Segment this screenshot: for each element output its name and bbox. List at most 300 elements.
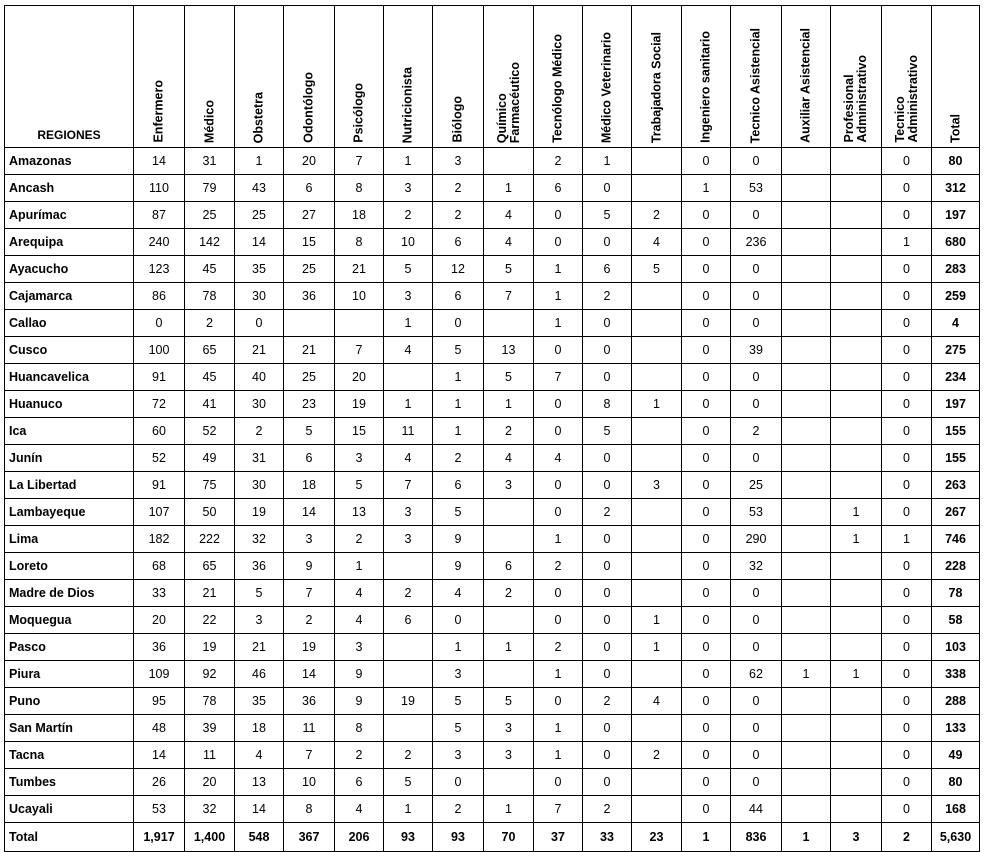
column-header-line: Administrativo — [905, 55, 920, 143]
value-cell: 1 — [534, 661, 583, 688]
region-name-cell: Madre de Dios — [5, 580, 134, 607]
column-header-line: Obstetra — [251, 91, 266, 143]
value-cell: 3 — [335, 634, 384, 661]
table-total-row — [5, 823, 980, 852]
value-cell: 0 — [682, 634, 731, 661]
value-cell: 13 — [335, 499, 384, 526]
value-cell: 35 — [235, 688, 284, 715]
value-cell: 0 — [583, 607, 632, 634]
value-cell: 3 — [433, 742, 484, 769]
value-cell: 19 — [335, 391, 384, 418]
value-cell — [831, 688, 882, 715]
value-cell: 0 — [882, 580, 932, 607]
value-cell: 0 — [534, 337, 583, 364]
value-cell: 1 — [682, 175, 731, 202]
column-header-line: Químico — [494, 92, 509, 143]
value-cell: 7 — [335, 148, 384, 175]
value-cell: 1 — [384, 391, 433, 418]
value-cell: 1 — [882, 229, 932, 256]
value-cell: 72 — [134, 391, 185, 418]
table-row — [5, 418, 980, 445]
value-cell: 6 — [583, 256, 632, 283]
value-cell: 0 — [882, 688, 932, 715]
value-cell: 2 — [384, 202, 433, 229]
value-cell: 45 — [185, 364, 235, 391]
value-cell: 25 — [284, 364, 335, 391]
value-cell — [782, 526, 831, 553]
value-cell: 0 — [682, 310, 731, 337]
value-cell — [831, 391, 882, 418]
value-cell: 0 — [882, 337, 932, 364]
region-name-cell: Junín — [5, 445, 134, 472]
row-total-cell: 5,630 — [932, 823, 980, 852]
value-cell: 52 — [134, 445, 185, 472]
value-cell: 2 — [484, 418, 534, 445]
value-cell — [782, 391, 831, 418]
value-cell: 0 — [682, 445, 731, 472]
value-cell: 0 — [882, 769, 932, 796]
value-cell: 0 — [731, 310, 782, 337]
value-cell: 5 — [433, 715, 484, 742]
value-cell: 5 — [583, 202, 632, 229]
value-cell: 0 — [731, 391, 782, 418]
value-cell: 19 — [185, 634, 235, 661]
value-cell: 2 — [433, 175, 484, 202]
value-cell: 27 — [284, 202, 335, 229]
value-cell: 0 — [433, 310, 484, 337]
value-cell — [632, 715, 682, 742]
value-cell: 11 — [185, 742, 235, 769]
value-cell: 2 — [583, 688, 632, 715]
value-cell: 0 — [731, 607, 782, 634]
value-cell: 1,917 — [134, 823, 185, 852]
value-cell — [782, 796, 831, 823]
column-header-profesional-administrativo — [831, 6, 882, 148]
value-cell — [782, 688, 831, 715]
value-cell — [831, 742, 882, 769]
data-table-container — [4, 5, 980, 852]
region-name-cell: La Libertad — [5, 472, 134, 499]
value-cell: 14 — [284, 661, 335, 688]
value-cell: 0 — [433, 607, 484, 634]
table-row — [5, 229, 980, 256]
region-name-cell: Cajamarca — [5, 283, 134, 310]
value-cell: 3 — [831, 823, 882, 852]
value-cell: 15 — [284, 229, 335, 256]
value-cell: 23 — [284, 391, 335, 418]
column-header-tecnologo-medico — [534, 6, 583, 148]
table-row — [5, 607, 980, 634]
value-cell: 1 — [782, 661, 831, 688]
value-cell: 26 — [134, 769, 185, 796]
value-cell — [782, 310, 831, 337]
value-cell: 0 — [882, 472, 932, 499]
value-cell: 0 — [583, 661, 632, 688]
value-cell — [782, 229, 831, 256]
value-cell — [782, 769, 831, 796]
column-header-label — [203, 100, 216, 143]
value-cell: 20 — [335, 364, 384, 391]
value-cell: 7 — [534, 364, 583, 391]
value-cell: 19 — [384, 688, 433, 715]
value-cell: 3 — [433, 148, 484, 175]
column-header-label — [800, 28, 813, 143]
value-cell: 5 — [235, 580, 284, 607]
table-row — [5, 499, 980, 526]
value-cell: 5 — [632, 256, 682, 283]
column-header-label — [153, 80, 166, 143]
value-cell — [782, 148, 831, 175]
value-cell — [831, 796, 882, 823]
row-total-cell: 680 — [932, 229, 980, 256]
value-cell: 79 — [185, 175, 235, 202]
value-cell: 46 — [235, 661, 284, 688]
value-cell: 44 — [731, 796, 782, 823]
column-header-enfermero — [134, 6, 185, 148]
value-cell: 0 — [731, 580, 782, 607]
value-cell: 0 — [534, 472, 583, 499]
value-cell: 0 — [235, 310, 284, 337]
column-header-obstetra — [235, 6, 284, 148]
value-cell: 25 — [284, 256, 335, 283]
column-header-tecnico-asistencial — [731, 6, 782, 148]
value-cell: 36 — [284, 283, 335, 310]
value-cell — [632, 175, 682, 202]
region-name-cell: Moquegua — [5, 607, 134, 634]
value-cell: 95 — [134, 688, 185, 715]
column-header-label — [496, 62, 522, 143]
value-cell: 78 — [185, 688, 235, 715]
value-cell: 1 — [831, 661, 882, 688]
row-total-cell: 78 — [932, 580, 980, 607]
value-cell — [384, 715, 433, 742]
value-cell: 0 — [534, 499, 583, 526]
row-total-cell: 58 — [932, 607, 980, 634]
value-cell: 21 — [235, 337, 284, 364]
table-row — [5, 688, 980, 715]
value-cell — [335, 310, 384, 337]
value-cell — [831, 418, 882, 445]
value-cell: 3 — [484, 715, 534, 742]
row-total-cell: 80 — [932, 769, 980, 796]
value-cell: 0 — [882, 418, 932, 445]
value-cell: 21 — [185, 580, 235, 607]
value-cell: 0 — [682, 256, 731, 283]
value-cell: 1 — [682, 823, 731, 852]
column-header-label — [303, 72, 316, 143]
value-cell: 0 — [682, 553, 731, 580]
column-header-line: Auxiliar Asistencial — [798, 28, 813, 143]
column-header-regiones: REGIONES — [5, 6, 134, 148]
value-cell: 4 — [484, 202, 534, 229]
value-cell: 39 — [185, 715, 235, 742]
value-cell: 3 — [484, 472, 534, 499]
value-cell: 1 — [433, 364, 484, 391]
value-cell: 0 — [882, 634, 932, 661]
value-cell: 2 — [731, 418, 782, 445]
value-cell: 0 — [682, 283, 731, 310]
value-cell — [484, 310, 534, 337]
value-cell: 206 — [335, 823, 384, 852]
value-cell: 36 — [134, 634, 185, 661]
value-cell: 92 — [185, 661, 235, 688]
value-cell: 91 — [134, 364, 185, 391]
value-cell — [384, 364, 433, 391]
value-cell: 1 — [433, 391, 484, 418]
value-cell: 6 — [284, 445, 335, 472]
value-cell: 0 — [534, 688, 583, 715]
region-name-cell: Lima — [5, 526, 134, 553]
value-cell: 18 — [335, 202, 384, 229]
row-total-cell: 168 — [932, 796, 980, 823]
value-cell: 1 — [484, 796, 534, 823]
column-header-label — [949, 114, 962, 143]
value-cell: 6 — [484, 553, 534, 580]
value-cell: 19 — [284, 634, 335, 661]
value-cell: 53 — [731, 175, 782, 202]
value-cell: 10 — [284, 769, 335, 796]
value-cell — [831, 256, 882, 283]
column-header-label — [843, 55, 869, 143]
value-cell: 25 — [731, 472, 782, 499]
value-cell: 4 — [335, 607, 384, 634]
column-header-line: Trabajadora Social — [649, 31, 663, 143]
value-cell: 0 — [583, 337, 632, 364]
value-cell: 4 — [384, 337, 433, 364]
column-header-biologo — [433, 6, 484, 148]
table-row — [5, 580, 980, 607]
column-header-line: Psicólogo — [351, 83, 366, 143]
value-cell — [831, 175, 882, 202]
value-cell — [782, 256, 831, 283]
region-name-cell: Callao — [5, 310, 134, 337]
value-cell: 31 — [185, 148, 235, 175]
value-cell: 1,400 — [185, 823, 235, 852]
value-cell: 5 — [583, 418, 632, 445]
table-row — [5, 310, 980, 337]
value-cell: 9 — [335, 661, 384, 688]
region-name-cell: Ica — [5, 418, 134, 445]
region-name-cell: Puno — [5, 688, 134, 715]
value-cell — [632, 661, 682, 688]
table-row — [5, 337, 980, 364]
value-cell: 0 — [731, 256, 782, 283]
value-cell: 65 — [185, 337, 235, 364]
value-cell: 45 — [185, 256, 235, 283]
value-cell: 0 — [731, 148, 782, 175]
value-cell: 10 — [384, 229, 433, 256]
value-cell: 0 — [134, 310, 185, 337]
value-cell: 0 — [882, 607, 932, 634]
value-cell: 3 — [384, 499, 433, 526]
value-cell: 0 — [583, 364, 632, 391]
value-cell: 2 — [534, 634, 583, 661]
value-cell: 70 — [484, 823, 534, 852]
value-cell: 1 — [534, 715, 583, 742]
value-cell: 5 — [433, 337, 484, 364]
value-cell: 9 — [335, 688, 384, 715]
value-cell: 0 — [731, 283, 782, 310]
value-cell: 20 — [134, 607, 185, 634]
value-cell: 5 — [384, 769, 433, 796]
value-cell: 30 — [235, 283, 284, 310]
value-cell: 19 — [235, 499, 284, 526]
value-cell: 2 — [433, 202, 484, 229]
value-cell: 2 — [583, 283, 632, 310]
value-cell — [782, 580, 831, 607]
value-cell: 3 — [235, 607, 284, 634]
value-cell: 2 — [384, 580, 433, 607]
value-cell: 1 — [831, 526, 882, 553]
value-cell: 0 — [682, 364, 731, 391]
value-cell: 0 — [583, 580, 632, 607]
value-cell: 8 — [335, 175, 384, 202]
value-cell: 0 — [882, 553, 932, 580]
value-cell: 0 — [882, 256, 932, 283]
value-cell: 0 — [583, 445, 632, 472]
column-header-line: Profesional — [842, 74, 856, 143]
table-row — [5, 364, 980, 391]
value-cell: 7 — [284, 742, 335, 769]
row-total-cell: 283 — [932, 256, 980, 283]
value-cell: 0 — [534, 607, 583, 634]
value-cell: 0 — [534, 769, 583, 796]
value-cell: 4 — [534, 445, 583, 472]
value-cell: 0 — [583, 526, 632, 553]
value-cell: 14 — [284, 499, 335, 526]
value-cell: 0 — [682, 526, 731, 553]
table-row — [5, 175, 980, 202]
health-personnel-by-region-table — [4, 5, 980, 852]
column-header-line: Enfermero — [151, 80, 166, 143]
value-cell: 10 — [335, 283, 384, 310]
value-cell — [632, 445, 682, 472]
value-cell — [831, 607, 882, 634]
value-cell — [782, 283, 831, 310]
row-total-cell: 228 — [932, 553, 980, 580]
value-cell — [831, 715, 882, 742]
value-cell: 5 — [433, 688, 484, 715]
value-cell — [384, 661, 433, 688]
value-cell: 14 — [235, 796, 284, 823]
value-cell: 7 — [534, 796, 583, 823]
row-total-cell: 275 — [932, 337, 980, 364]
value-cell — [782, 499, 831, 526]
value-cell: 0 — [682, 607, 731, 634]
value-cell: 0 — [534, 418, 583, 445]
value-cell: 0 — [682, 337, 731, 364]
value-cell: 1 — [433, 418, 484, 445]
value-cell: 1 — [534, 742, 583, 769]
value-cell: 6 — [335, 769, 384, 796]
column-header-line: Médico — [202, 99, 216, 143]
region-name-cell: San Martín — [5, 715, 134, 742]
table-row — [5, 256, 980, 283]
value-cell: 25 — [235, 202, 284, 229]
value-cell: 18 — [235, 715, 284, 742]
table-row — [5, 742, 980, 769]
row-total-cell: 80 — [932, 148, 980, 175]
value-cell: 0 — [882, 148, 932, 175]
region-name-cell: Arequipa — [5, 229, 134, 256]
value-cell: 5 — [335, 472, 384, 499]
value-cell: 11 — [284, 715, 335, 742]
column-header-trabajadora-social — [632, 6, 682, 148]
row-total-cell: 746 — [932, 526, 980, 553]
value-cell — [782, 607, 831, 634]
value-cell: 0 — [583, 229, 632, 256]
row-total-cell: 259 — [932, 283, 980, 310]
column-header-line: Ingeniero sanitario — [698, 31, 713, 143]
column-header-line: Médico Veterinario — [599, 31, 614, 143]
row-total-cell: 133 — [932, 715, 980, 742]
value-cell: 1 — [433, 634, 484, 661]
row-total-cell: 263 — [932, 472, 980, 499]
table-row — [5, 661, 980, 688]
value-cell: 0 — [682, 742, 731, 769]
value-cell: 123 — [134, 256, 185, 283]
value-cell — [782, 337, 831, 364]
column-header-label — [402, 67, 415, 143]
value-cell: 14 — [134, 742, 185, 769]
column-header-line: Biólogo — [450, 96, 465, 143]
value-cell — [831, 364, 882, 391]
value-cell: 2 — [534, 148, 583, 175]
column-header-line: Odontólogo — [301, 72, 316, 143]
value-cell: 6 — [433, 283, 484, 310]
value-cell: 2 — [433, 796, 484, 823]
value-cell: 290 — [731, 526, 782, 553]
table-row — [5, 472, 980, 499]
value-cell: 3 — [433, 661, 484, 688]
value-cell: 367 — [284, 823, 335, 852]
value-cell — [632, 580, 682, 607]
value-cell: 43 — [235, 175, 284, 202]
value-cell: 1 — [782, 823, 831, 852]
value-cell: 13 — [235, 769, 284, 796]
value-cell: 49 — [185, 445, 235, 472]
value-cell: 4 — [335, 580, 384, 607]
value-cell: 222 — [185, 526, 235, 553]
value-cell: 142 — [185, 229, 235, 256]
value-cell: 33 — [134, 580, 185, 607]
value-cell: 0 — [682, 391, 731, 418]
value-cell: 30 — [235, 391, 284, 418]
value-cell: 0 — [534, 229, 583, 256]
value-cell: 240 — [134, 229, 185, 256]
value-cell — [632, 796, 682, 823]
column-header-total — [932, 6, 980, 148]
value-cell: 21 — [235, 634, 284, 661]
value-cell: 37 — [534, 823, 583, 852]
value-cell: 75 — [185, 472, 235, 499]
value-cell: 0 — [682, 769, 731, 796]
value-cell: 3 — [632, 472, 682, 499]
value-cell: 0 — [882, 364, 932, 391]
value-cell: 86 — [134, 283, 185, 310]
column-header-odontologo — [284, 6, 335, 148]
row-total-cell: 4 — [932, 310, 980, 337]
value-cell — [632, 283, 682, 310]
value-cell: 30 — [235, 472, 284, 499]
value-cell: 5 — [484, 688, 534, 715]
value-cell: 2 — [433, 445, 484, 472]
value-cell: 9 — [433, 553, 484, 580]
value-cell — [831, 445, 882, 472]
value-cell: 4 — [632, 688, 682, 715]
value-cell — [831, 553, 882, 580]
value-cell: 2 — [335, 742, 384, 769]
